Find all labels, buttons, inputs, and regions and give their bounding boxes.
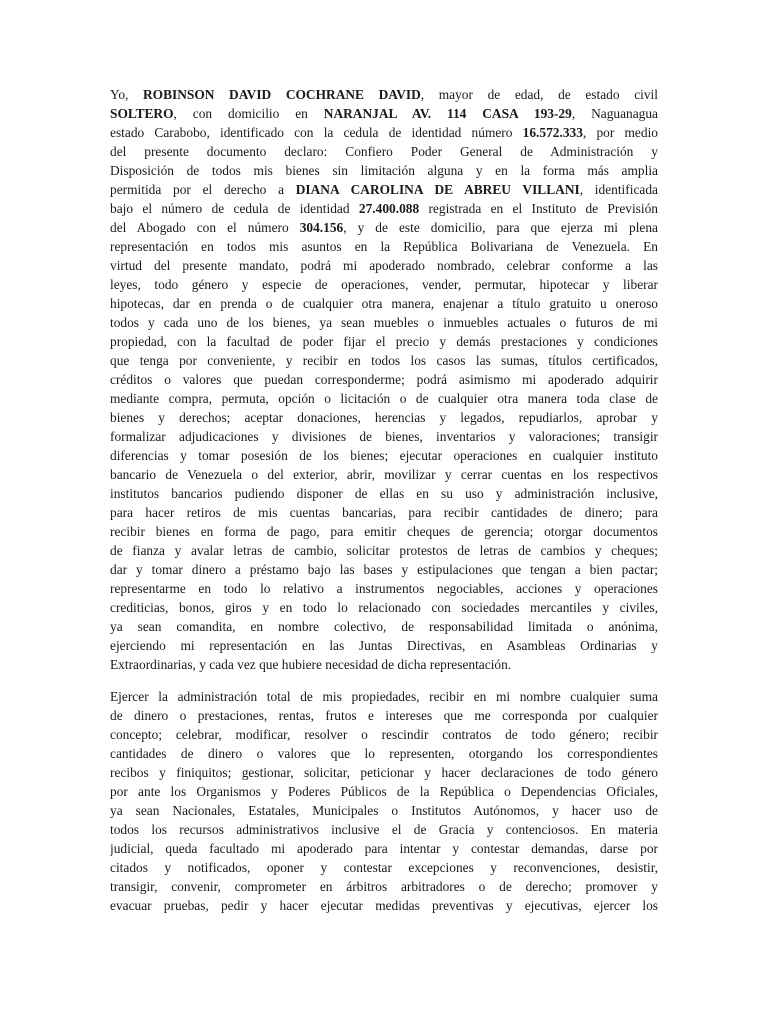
- text-segment: , identificada: [579, 182, 658, 197]
- text-line: [110, 313, 658, 332]
- text-segment: Ejercer la administración total de mis propiedades, recibir en mi nombre cualquier suma: [110, 689, 658, 704]
- text-segment: permitida por el derecho a: [110, 182, 296, 197]
- text-segment: de dinero o prestaciones, rentas, frutos e intereses que me corresponda por cualquier: [110, 708, 658, 723]
- text-segment: judicial, queda facultado mi apoderado para intentar y contestar demandas, darse por: [110, 841, 658, 856]
- text-segment: todos y cada uno de los bienes, ya sean muebles o inmuebles actuales o futuros de mi: [110, 315, 658, 330]
- text-segment: ya sean Nacionales, Estatales, Municipales o Institutos Autónomos, y hacer uso de: [110, 803, 658, 818]
- bold-text: DIANA CAROLINA DE ABREU VILLANI: [295, 182, 580, 197]
- text-segment: propiedad, con la facultad de poder fijar el precio y demás prestaciones y condiciones: [110, 334, 658, 349]
- paragraph-2: [110, 687, 658, 915]
- text-segment: transigir, convenir, comprometer en árbitros arbitradores o de derecho; promover y: [110, 879, 658, 894]
- text-segment: por ante los Organismos y Poderes Públicos de la República o Dependencias Oficiales,: [110, 784, 658, 799]
- text-segment: de fianza y avalar letras de cambio, solicitar protestos de letras de cambios y cheques;: [110, 543, 658, 558]
- text-line: [110, 655, 658, 674]
- text-segment: recibir bienes en forma de pago, para emitir cheques de gerencia; otorgar documentos: [110, 524, 658, 539]
- text-segment: concepto; celebrar, modificar, resolver o rescindir contratos de todo género; recibir: [110, 727, 658, 742]
- text-line: [110, 858, 658, 877]
- text-line: [110, 446, 658, 465]
- text-segment: mediante compra, permuta, opción o licitación o de cualquier otra manera toda clase de: [110, 391, 658, 406]
- text-line: [110, 237, 658, 256]
- text-segment: , por medio: [582, 125, 658, 140]
- text-segment: bajo el número de cedula de identidad: [110, 201, 359, 216]
- text-segment: crediticias, bonos, giros y en todo lo relacionado con sociedades mercantiles y civiles,: [110, 600, 658, 615]
- text-line: [110, 744, 658, 763]
- text-segment: recibos y finiquitos; gestionar, solicitar, peticionar y hacer declaraciones de todo género: [110, 765, 658, 780]
- bold-text: 27.400.088: [358, 201, 420, 216]
- text-line: [110, 725, 658, 744]
- text-line: [110, 782, 658, 801]
- text-line: [110, 706, 658, 725]
- text-line: [110, 617, 658, 636]
- text-line: [110, 522, 658, 541]
- text-segment: del presente documento declaro: Confiero Poder General de Administración y: [110, 144, 658, 159]
- text-line: [110, 839, 658, 858]
- text-line: [110, 218, 658, 237]
- text-line: [110, 161, 658, 180]
- text-segment: bienes y derechos; aceptar donaciones, herencias y legados, repudiarlos, aprobar y: [110, 410, 658, 425]
- text-line: [110, 351, 658, 370]
- text-line: [110, 598, 658, 617]
- text-segment: institutos bancarios pudiendo disponer de ellas en su uso y administración inclusive,: [110, 486, 658, 501]
- text-line: [110, 877, 658, 896]
- text-segment: bancario de Venezuela o del exterior, abrir, movilizar y cerrar cuentas en los respectivos: [110, 467, 658, 482]
- text-line: [110, 104, 658, 123]
- text-segment: representación en todos mis asuntos en la República Bolivariana de Venezuela. En: [110, 239, 658, 254]
- text-segment: , mayor de edad, de estado civil: [420, 87, 658, 102]
- text-segment: , Naguanagua: [571, 106, 658, 121]
- text-line: [110, 332, 658, 351]
- text-segment: , y de este domicilio, para que ejerza mi plena: [343, 220, 658, 235]
- text-line: [110, 541, 658, 560]
- text-line: [110, 820, 658, 839]
- bold-text: ROBINSON DAVID COCHRANE DAVID: [143, 87, 421, 102]
- text-line: [110, 801, 658, 820]
- text-segment: formalizar adjudicaciones y divisiones de bienes, inventarios y valoraciones; transigir: [110, 429, 658, 444]
- text-line: [110, 275, 658, 294]
- text-segment: Yo,: [110, 87, 143, 102]
- text-segment: cantidades de dinero o valores que lo representen, otorgando los correspondientes: [110, 746, 658, 761]
- text-segment: diferencias y tomar posesión de los bienes; ejecutar operaciones en cualquier instituto: [110, 448, 658, 463]
- text-segment: créditos o valores que puedan corresponderme; podrá asimismo mi apoderado adquirir: [110, 372, 658, 387]
- text-segment: todos los recursos administrativos inclusive el de Gracia y contenciosos. En materia: [110, 822, 658, 837]
- text-line: [110, 560, 658, 579]
- text-segment: registrada en el Instituto de Previsión: [419, 201, 658, 216]
- text-segment: representarme en todo lo relativo a instrumentos negociables, acciones y operaciones: [110, 581, 658, 596]
- text-line: [110, 484, 658, 503]
- text-segment: dar y tomar dinero a préstamo bajo las bases y estipulaciones que tengan a bien pactar;: [110, 562, 658, 577]
- text-line: [110, 85, 658, 104]
- text-line: [110, 503, 658, 522]
- text-segment: Disposición de todos mis bienes sin limitación alguna y en la forma más amplia: [110, 163, 658, 178]
- text-segment: virtud del presente mandato, podrá mi apoderado nombrado, celebrar conforme a las: [110, 258, 658, 273]
- text-line: [110, 389, 658, 408]
- text-segment: para hacer retiros de mis cuentas bancarias, para recibir cantidades de dinero; para: [110, 505, 658, 520]
- paragraph-1: [110, 85, 658, 674]
- text-line: [110, 123, 658, 142]
- text-segment: Extraordinarias, y cada vez que hubiere necesidad de dicha representación.: [110, 657, 512, 672]
- text-segment: ya sean comandita, en nombre colectivo, de responsabilidad limitada o anónima,: [110, 619, 658, 634]
- bold-text: NARANJAL AV. 114 CASA 193-29: [323, 106, 572, 121]
- bold-text: SOLTERO: [110, 106, 174, 121]
- text-line: [110, 427, 658, 446]
- text-segment: leyes, todo género y especie de operaciones, vender, permutar, hipotecar y liberar: [110, 277, 658, 292]
- text-line: [110, 896, 658, 915]
- text-line: [110, 579, 658, 598]
- text-segment: evacuar pruebas, pedir y hacer ejecutar medidas preventivas y ejecutivas, ejercer los: [110, 898, 658, 913]
- text-line: [110, 763, 658, 782]
- text-segment: , con domicilio en: [173, 106, 324, 121]
- text-segment: hipotecas, dar en prenda o de cualquier otra manera, enajenar a título gratuito u oneroso: [110, 296, 658, 311]
- text-segment: citados y notificados, oponer y contestar excepciones y reconvenciones, desistir,: [110, 860, 658, 875]
- text-line: [110, 687, 658, 706]
- text-segment: que tenga por conveniente, y recibir en todos los casos las sumas, títulos certificados,: [110, 353, 658, 368]
- text-line: [110, 142, 658, 161]
- text-line: [110, 636, 658, 655]
- text-line: [110, 256, 658, 275]
- bold-text: 304.156: [299, 220, 344, 235]
- text-segment: estado Carabobo, identificado con la cedula de identidad número: [110, 125, 523, 140]
- text-line: [110, 180, 658, 199]
- text-line: [110, 294, 658, 313]
- text-line: [110, 465, 658, 484]
- text-line: [110, 370, 658, 389]
- text-line: [110, 199, 658, 218]
- text-line: [110, 408, 658, 427]
- text-segment: del Abogado con el número: [110, 220, 300, 235]
- text-segment: ejerciendo mi representación en las Juntas Directivas, en Asambleas Ordinarias y: [110, 638, 658, 653]
- bold-text: 16.572.333: [522, 125, 583, 140]
